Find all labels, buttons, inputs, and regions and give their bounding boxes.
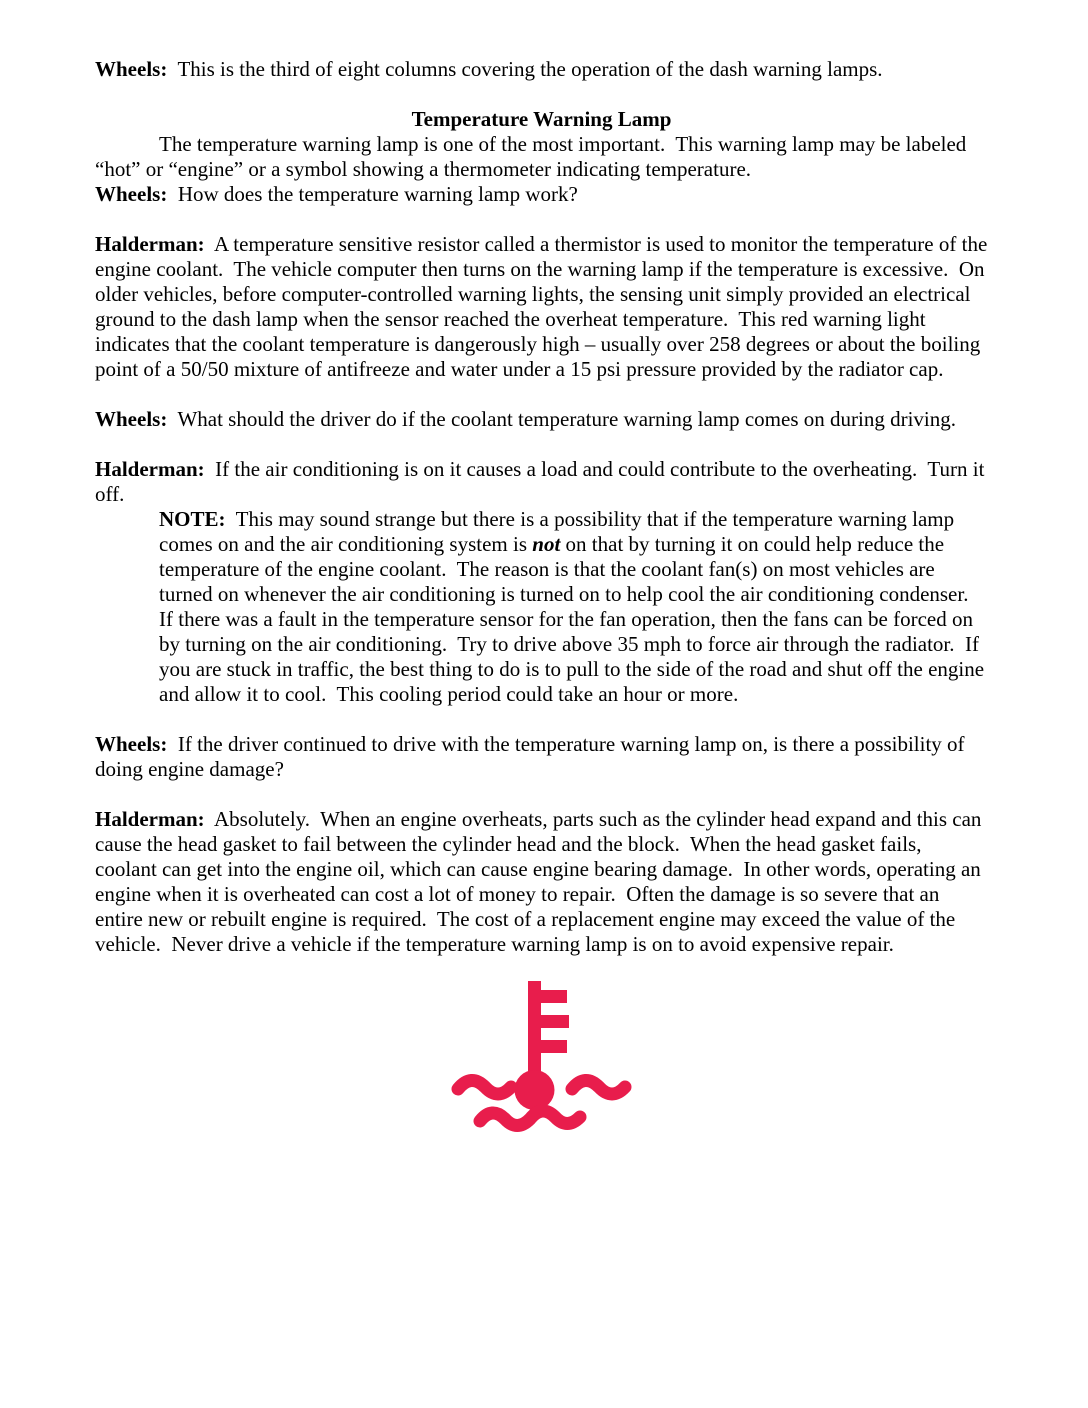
- thermometer-tick-middle: [541, 1015, 569, 1028]
- speaker-label-wheels: Wheels:: [95, 407, 168, 431]
- question-text: If the driver continued to drive with the temperature warning lamp on, is there a possibility of doing engine damage?: [95, 732, 970, 781]
- intro-paragraph: [95, 57, 988, 82]
- question-engine-damage: [95, 732, 988, 782]
- note-text-before: This may sound strange but there is a possibility that if the temperature warning lamp comes on and the air conditioning system is: [159, 507, 960, 556]
- speaker-label-wheels: Wheels:: [95, 732, 168, 756]
- speaker-label-wheels: Wheels:: [95, 57, 168, 81]
- question-driver-action: [95, 407, 988, 432]
- thermometer-stem: [528, 981, 541, 1083]
- answer-text: A temperature sensitive resistor called a thermistor is used to monitor the temperature of the engine coolant. The vehicle computer then turns on the warning lamp if the temperature is excessive. On older vehicles, before computer-controlled warning lights, the sensing unit simply provided an electrical ground to the dash lamp when the sensor reached the overheat temperature. This red warning light indicates that the coolant temperature is dangerously high – usually over 258 degrees or about the boiling point of a 50/50 mixture of antifreeze and water under a 15 psi pressure provided by the radiator cap.: [95, 232, 993, 381]
- thermometer-tick-top: [541, 990, 567, 1003]
- note-italic-word: not: [532, 532, 561, 556]
- note-label: NOTE:: [159, 507, 226, 531]
- lead-paragraph: The temperature warning lamp is one of the most important. This warning lamp may be labeled “hot” or “engine” or a symbol showing a thermometer indicating temperature.: [95, 132, 972, 181]
- thermometer-tick-bottom: [541, 1040, 567, 1053]
- speaker-label-halderman: Halderman:: [95, 232, 205, 256]
- intro-text: This is the third of eight columns covering the operation of the dash warning lamps.: [167, 57, 883, 81]
- question-how-it-works: [95, 182, 988, 207]
- page-title: Temperature Warning Lamp: [411, 107, 672, 131]
- question-text: What should the driver do if the coolant temperature warning lamp comes on during driving.: [167, 407, 956, 431]
- speaker-label-wheels: Wheels:: [95, 182, 168, 206]
- speaker-label-halderman: Halderman:: [95, 807, 205, 831]
- question-text: How does the temperature warning lamp work?: [167, 182, 578, 206]
- answer-engine-damage: [95, 807, 988, 957]
- coolant-temperature-warning-icon: [95, 977, 988, 1145]
- speaker-label-halderman: Halderman:: [95, 457, 205, 481]
- answer-air-conditioning: [95, 457, 988, 507]
- thermometer-group: [514, 981, 569, 1110]
- wave-top-left: [458, 1080, 511, 1094]
- thermometer-in-water-glyph: [447, 977, 637, 1139]
- answer-thermistor: [95, 232, 993, 382]
- wave-top-right: [572, 1080, 625, 1094]
- answer-text: If the air conditioning is on it causes a load and could contribute to the overheating. Turn it off.: [95, 457, 990, 506]
- thermometer-bulb: [514, 1070, 554, 1110]
- note-block: [159, 507, 988, 707]
- note-text-after: on that by turning it on could help reduce the temperature of the engine coolant. The reason is that the coolant fan(s) on most vehicles are turned on whenever the air conditioning is turned on to help cool the air conditioning condenser. If there was a fault in the temperature sensor for the fan operation, then the fans can be forced on by turning on the air conditioning. Try to drive above 35 mph to force air through the radiator. If you are stuck in traffic, the best thing to do is to pull to the side of the road and shut off the engine and allow it to cool. This cooling period could take an hour or more.: [159, 532, 990, 706]
- answer-text: Absolutely. When an engine overheats, parts such as the cylinder head expand and this can cause the head gasket to fail between the cylinder head and the block. When the head gasket fails, coolant can get into the engine oil, which can cause engine bearing damage. In other words, operating an engine when it is overheated can cost a lot of money to repair. Often the damage is so severe that an entire new or rebuilt engine is required. The cost of a replacement engine may exceed the value of the vehicle. Never drive a vehicle if the temperature warning lamp is on to avoid expensive repair.: [95, 807, 987, 956]
- wave-bottom: [480, 1111, 580, 1126]
